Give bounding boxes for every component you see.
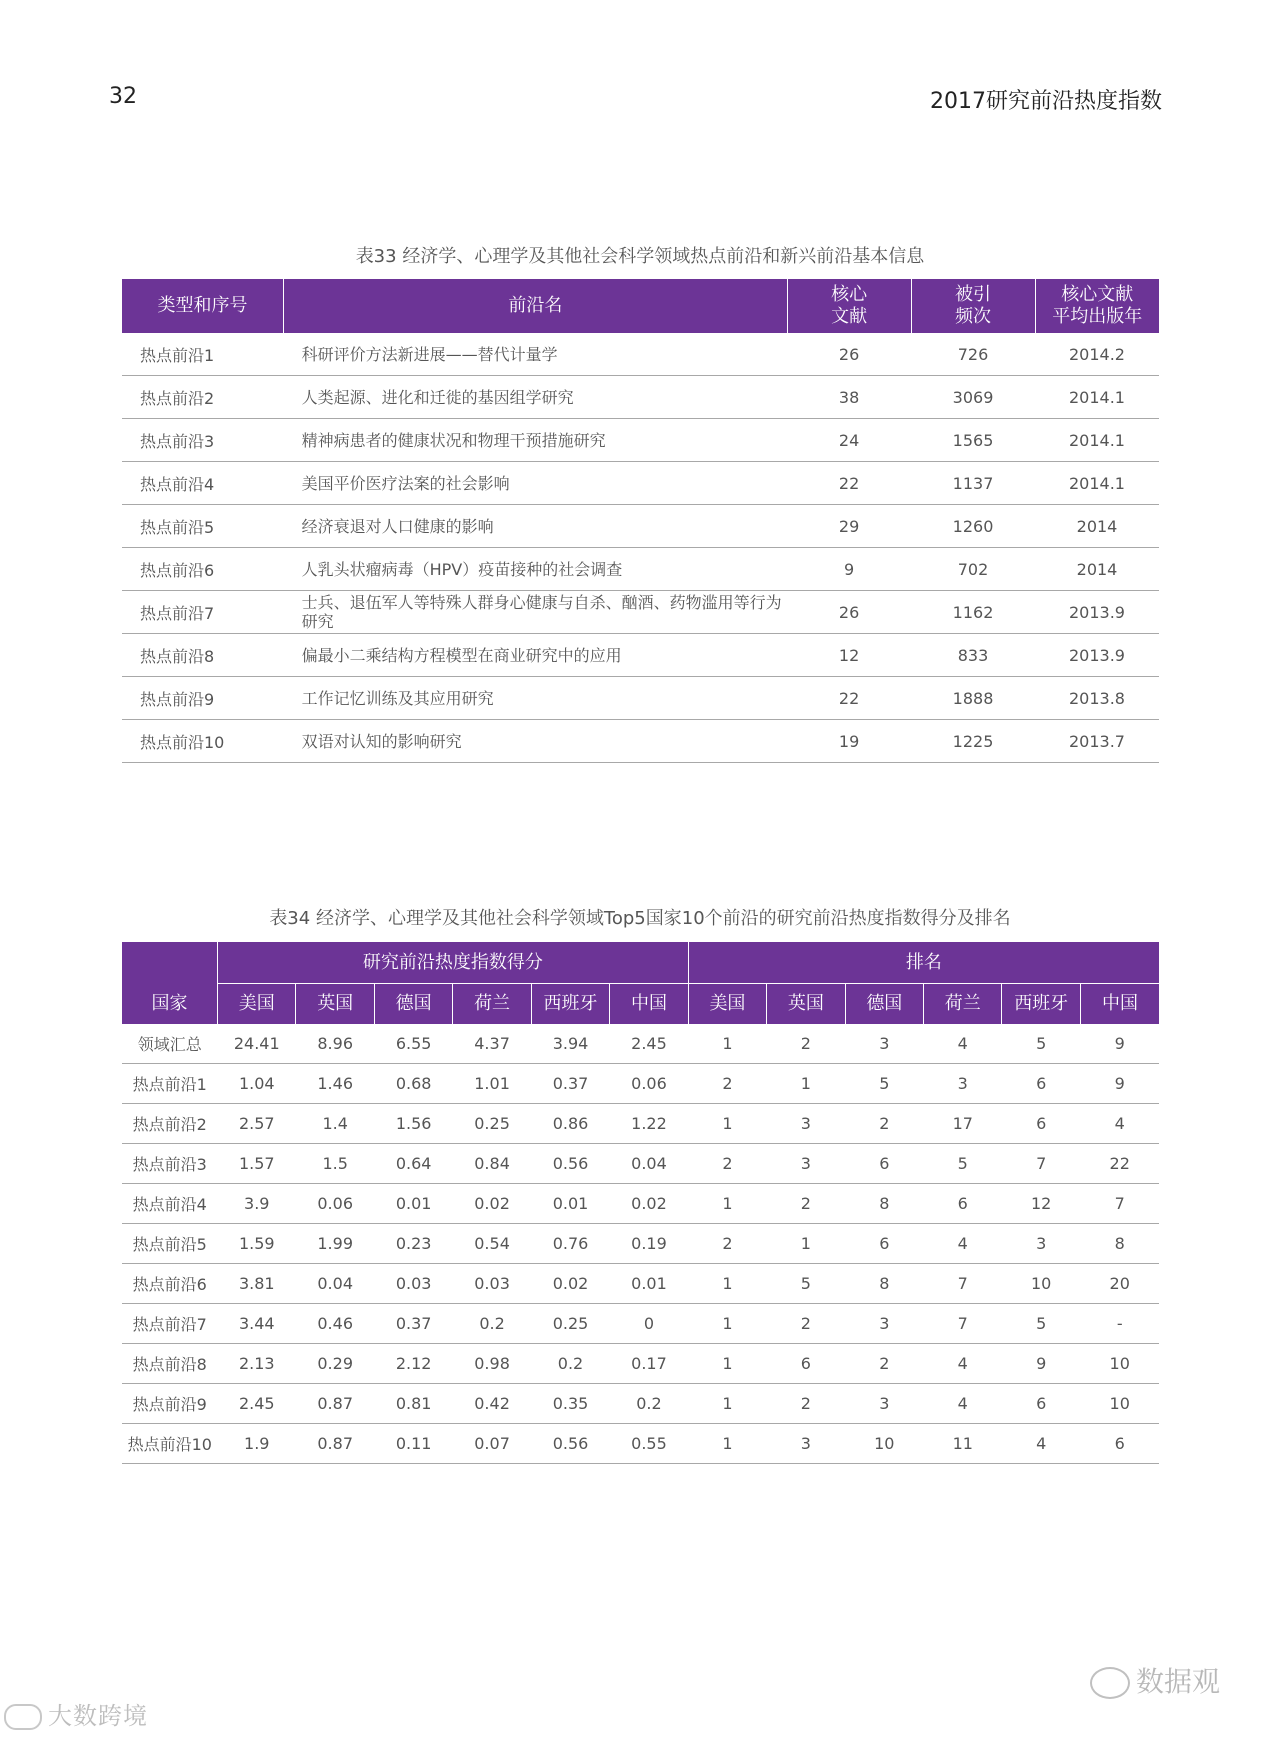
avg-year-cell: 2014.1 (1035, 419, 1159, 462)
avg-year-cell: 2013.8 (1035, 677, 1159, 720)
score-cell: 0.42 (453, 1384, 531, 1424)
rank-cell: 5 (924, 1144, 1002, 1184)
rank-cell: 9 (1080, 1024, 1159, 1064)
score-cell: 0.55 (610, 1424, 689, 1464)
score-cell: 0.02 (610, 1184, 689, 1224)
rank-cell: 1 (767, 1064, 845, 1104)
frontier-name-cell: 偏最小二乘结构方程模型在商业研究中的应用 (284, 634, 788, 677)
frontier-type-cell: 热点前沿6 (122, 548, 284, 591)
score-cell: 2.13 (218, 1344, 296, 1384)
score-cell: 0.06 (610, 1064, 689, 1104)
rank-cell: 12 (1002, 1184, 1080, 1224)
wechat-icon (1090, 1667, 1130, 1699)
header-rank-country: 德国 (845, 984, 923, 1025)
table-row (122, 677, 1159, 720)
rank-cell: 22 (1080, 1144, 1159, 1184)
rank-cell: 1 (688, 1304, 766, 1344)
header-group-ranks: 排名 (688, 942, 1159, 984)
header-type: 类型和序号 (122, 279, 284, 333)
core-docs-cell: 22 (787, 462, 911, 505)
rank-cell: 3 (767, 1144, 845, 1184)
running-header-title: 2017研究前沿热度指数 (930, 89, 1162, 114)
score-cell: 8.96 (296, 1024, 374, 1064)
rank-cell: 4 (924, 1224, 1002, 1264)
rank-cell: 2 (767, 1184, 845, 1224)
avg-year-cell: 2014.1 (1035, 462, 1159, 505)
row-label-cell: 热点前沿2 (122, 1104, 218, 1144)
table-row (122, 419, 1159, 462)
core-docs-cell: 19 (787, 720, 911, 763)
header-score-country: 美国 (218, 984, 296, 1025)
row-label-cell: 热点前沿8 (122, 1344, 218, 1384)
score-cell: 1.99 (296, 1224, 374, 1264)
table-row (122, 333, 1159, 376)
frontier-type-cell: 热点前沿4 (122, 462, 284, 505)
rank-cell: 20 (1080, 1264, 1159, 1304)
score-cell: 0.01 (374, 1184, 452, 1224)
frontier-name-cell: 精神病患者的健康状况和物理干预措施研究 (284, 419, 788, 462)
header-rank-country: 英国 (767, 984, 845, 1025)
rank-cell: 1 (688, 1384, 766, 1424)
rank-cell: 9 (1002, 1344, 1080, 1384)
header-citations: 被引 频次 (911, 279, 1035, 333)
score-cell: 4.37 (453, 1024, 531, 1064)
core-docs-cell: 26 (787, 333, 911, 376)
header-frontier-name: 前沿名 (284, 279, 788, 333)
rank-cell: 6 (845, 1224, 923, 1264)
header-score-country: 德国 (374, 984, 452, 1025)
score-cell: 0.86 (531, 1104, 609, 1144)
rank-cell: 2 (688, 1144, 766, 1184)
rank-cell: 3 (845, 1304, 923, 1344)
rank-cell: 4 (924, 1024, 1002, 1064)
rank-cell: 8 (1080, 1224, 1159, 1264)
table33 (122, 279, 1159, 763)
score-cell: 1.4 (296, 1104, 374, 1144)
rank-cell: 6 (1002, 1384, 1080, 1424)
citations-cell: 1565 (911, 419, 1035, 462)
table-row (122, 1304, 1159, 1344)
score-cell: 1.22 (610, 1104, 689, 1144)
score-cell: 0.02 (453, 1184, 531, 1224)
rank-cell: 1 (688, 1424, 766, 1464)
rank-cell: 6 (767, 1344, 845, 1384)
score-cell: 2.45 (218, 1384, 296, 1424)
score-cell: 0.35 (531, 1384, 609, 1424)
score-cell: 1.56 (374, 1104, 452, 1144)
frontier-type-cell: 热点前沿10 (122, 720, 284, 763)
table-row (122, 1344, 1159, 1384)
rank-cell: 10 (1080, 1344, 1159, 1384)
score-cell: 2.45 (610, 1024, 689, 1064)
frontier-type-cell: 热点前沿2 (122, 376, 284, 419)
header-core-docs: 核心 文献 (787, 279, 911, 333)
citations-cell: 726 (911, 333, 1035, 376)
score-cell: 0 (610, 1304, 689, 1344)
score-cell: 6.55 (374, 1024, 452, 1064)
rank-cell: 3 (767, 1104, 845, 1144)
rank-cell: 7 (1080, 1184, 1159, 1224)
score-cell: 3.9 (218, 1184, 296, 1224)
avg-year-cell: 2014 (1035, 548, 1159, 591)
rank-cell: 1 (688, 1264, 766, 1304)
watermark-left (4, 1696, 148, 1731)
rank-cell: 11 (924, 1424, 1002, 1464)
row-label-cell: 热点前沿1 (122, 1064, 218, 1104)
rank-cell: 3 (845, 1024, 923, 1064)
score-cell: 1.9 (218, 1424, 296, 1464)
frontier-name-cell: 经济衰退对人口健康的影响 (284, 505, 788, 548)
score-cell: 0.2 (453, 1304, 531, 1344)
rank-cell: 10 (1080, 1384, 1159, 1424)
rank-cell: 7 (1002, 1144, 1080, 1184)
citations-cell: 1137 (911, 462, 1035, 505)
rank-cell: 6 (1080, 1424, 1159, 1464)
score-cell: 0.64 (374, 1144, 452, 1184)
core-docs-cell: 12 (787, 634, 911, 677)
row-label-cell: 热点前沿6 (122, 1264, 218, 1304)
row-label-cell: 热点前沿3 (122, 1144, 218, 1184)
frontier-name-cell: 人乳头状瘤病毒（HPV）疫苗接种的社会调查 (284, 548, 788, 591)
score-cell: 1.01 (453, 1064, 531, 1104)
row-label-cell: 热点前沿7 (122, 1304, 218, 1344)
rank-cell: 10 (845, 1424, 923, 1464)
core-docs-cell: 29 (787, 505, 911, 548)
rank-cell: - (1080, 1304, 1159, 1344)
table-row (122, 1264, 1159, 1304)
score-cell: 0.56 (531, 1144, 609, 1184)
core-docs-cell: 38 (787, 376, 911, 419)
score-cell: 0.54 (453, 1224, 531, 1264)
rank-cell: 3 (924, 1064, 1002, 1104)
score-cell: 0.87 (296, 1424, 374, 1464)
citations-cell: 702 (911, 548, 1035, 591)
score-cell: 0.84 (453, 1144, 531, 1184)
header-rank-country: 荷兰 (924, 984, 1002, 1025)
rank-cell: 1 (688, 1024, 766, 1064)
rank-cell: 6 (1002, 1064, 1080, 1104)
table-row (122, 505, 1159, 548)
rank-cell: 1 (688, 1104, 766, 1144)
rank-cell: 4 (924, 1384, 1002, 1424)
score-cell: 0.23 (374, 1224, 452, 1264)
frontier-type-cell: 热点前沿3 (122, 419, 284, 462)
table-row (122, 462, 1159, 505)
score-cell: 0.76 (531, 1224, 609, 1264)
score-cell: 1.04 (218, 1064, 296, 1104)
frontier-type-cell: 热点前沿5 (122, 505, 284, 548)
rank-cell: 2 (767, 1384, 845, 1424)
rank-cell: 5 (845, 1064, 923, 1104)
rank-cell: 5 (767, 1264, 845, 1304)
header-score-country: 中国 (610, 984, 689, 1025)
frontier-name-cell: 人类起源、进化和迁徙的基因组学研究 (284, 376, 788, 419)
score-cell: 0.02 (531, 1264, 609, 1304)
frontier-type-cell: 热点前沿7 (122, 591, 284, 634)
score-cell: 0.29 (296, 1344, 374, 1384)
score-cell: 0.03 (453, 1264, 531, 1304)
table-row (122, 376, 1159, 419)
avg-year-cell: 2013.7 (1035, 720, 1159, 763)
rank-cell: 2 (767, 1304, 845, 1344)
table34-caption: 表34 经济学、心理学及其他社会科学领域Top5国家10个前沿的研究前沿热度指数得分及排名 (269, 908, 1011, 929)
header-group-scores: 研究前沿热度指数得分 (218, 942, 689, 984)
rank-cell: 3 (1002, 1224, 1080, 1264)
brand-logo-icon (4, 1704, 42, 1730)
table-row (122, 1064, 1159, 1104)
frontier-name-cell: 美国平价医疗法案的社会影响 (284, 462, 788, 505)
rank-cell: 7 (924, 1264, 1002, 1304)
table-row (122, 1024, 1159, 1064)
rank-cell: 3 (845, 1384, 923, 1424)
score-cell: 1.59 (218, 1224, 296, 1264)
rank-cell: 9 (1080, 1064, 1159, 1104)
row-label-cell: 热点前沿5 (122, 1224, 218, 1264)
rank-cell: 8 (845, 1264, 923, 1304)
rank-cell: 17 (924, 1104, 1002, 1144)
table-row (122, 1424, 1159, 1464)
citations-cell: 833 (911, 634, 1035, 677)
score-cell: 0.98 (453, 1344, 531, 1384)
rank-cell: 3 (767, 1424, 845, 1464)
score-cell: 0.2 (610, 1384, 689, 1424)
score-cell: 3.94 (531, 1024, 609, 1064)
frontier-type-cell: 热点前沿1 (122, 333, 284, 376)
score-cell: 0.46 (296, 1304, 374, 1344)
rank-cell: 4 (924, 1344, 1002, 1384)
score-cell: 3.44 (218, 1304, 296, 1344)
table-row (122, 591, 1159, 634)
rank-cell: 2 (688, 1224, 766, 1264)
rank-cell: 6 (845, 1144, 923, 1184)
table-row (122, 1184, 1159, 1224)
score-cell: 0.03 (374, 1264, 452, 1304)
frontier-name-cell: 工作记忆训练及其应用研究 (284, 677, 788, 720)
table-row (122, 1224, 1159, 1264)
rank-cell: 5 (1002, 1304, 1080, 1344)
frontier-type-cell: 热点前沿8 (122, 634, 284, 677)
rank-cell: 2 (845, 1104, 923, 1144)
row-label-cell: 热点前沿9 (122, 1384, 218, 1424)
header-blank (122, 942, 218, 984)
score-cell: 0.25 (453, 1104, 531, 1144)
table-row (122, 634, 1159, 677)
rank-cell: 8 (845, 1184, 923, 1224)
score-cell: 0.17 (610, 1344, 689, 1384)
score-cell: 0.01 (531, 1184, 609, 1224)
avg-year-cell: 2014.2 (1035, 333, 1159, 376)
core-docs-cell: 22 (787, 677, 911, 720)
rank-cell: 2 (767, 1024, 845, 1064)
score-cell: 0.11 (374, 1424, 452, 1464)
rank-cell: 5 (1002, 1024, 1080, 1064)
table-row (122, 1104, 1159, 1144)
score-cell: 0.04 (610, 1144, 689, 1184)
score-cell: 0.19 (610, 1224, 689, 1264)
score-cell: 0.81 (374, 1384, 452, 1424)
table33-caption: 表33 经济学、心理学及其他社会科学领域热点前沿和新兴前沿基本信息 (355, 246, 925, 267)
frontier-type-cell: 热点前沿9 (122, 677, 284, 720)
score-cell: 1.5 (296, 1144, 374, 1184)
core-docs-cell: 24 (787, 419, 911, 462)
row-label-cell: 热点前沿10 (122, 1424, 218, 1464)
score-cell: 24.41 (218, 1024, 296, 1064)
score-cell: 0.25 (531, 1304, 609, 1344)
watermark-right (1090, 1660, 1220, 1700)
score-cell: 0.37 (531, 1064, 609, 1104)
core-docs-cell: 26 (787, 591, 911, 634)
score-cell: 0.56 (531, 1424, 609, 1464)
watermark-right-text: 数据观 (1136, 1665, 1221, 1698)
header-score-country: 荷兰 (453, 984, 531, 1025)
frontier-name-cell: 双语对认知的影响研究 (284, 720, 788, 763)
citations-cell: 1260 (911, 505, 1035, 548)
header-country: 国家 (122, 984, 218, 1025)
rank-cell: 6 (1002, 1104, 1080, 1144)
header-score-country: 西班牙 (531, 984, 609, 1025)
score-cell: 0.2 (531, 1344, 609, 1384)
table-row (122, 720, 1159, 763)
rank-cell: 6 (924, 1184, 1002, 1224)
header-score-country: 英国 (296, 984, 374, 1025)
rank-cell: 1 (688, 1184, 766, 1224)
row-label-cell: 热点前沿4 (122, 1184, 218, 1224)
score-cell: 0.07 (453, 1424, 531, 1464)
citations-cell: 1162 (911, 591, 1035, 634)
citations-cell: 1225 (911, 720, 1035, 763)
table-row (122, 548, 1159, 591)
watermark-left-text: 大数跨境 (48, 1702, 148, 1730)
score-cell: 0.68 (374, 1064, 452, 1104)
rank-cell: 2 (845, 1344, 923, 1384)
header-avg-year: 核心文献 平均出版年 (1035, 279, 1159, 333)
score-cell: 0.01 (610, 1264, 689, 1304)
frontier-name-cell: 士兵、退伍军人等特殊人群身心健康与自杀、酗酒、药物滥用等行为研究 (284, 591, 788, 634)
avg-year-cell: 2014 (1035, 505, 1159, 548)
rank-cell: 10 (1002, 1264, 1080, 1304)
table-row (122, 1144, 1159, 1184)
avg-year-cell: 2014.1 (1035, 376, 1159, 419)
citations-cell: 3069 (911, 376, 1035, 419)
score-cell: 1.46 (296, 1064, 374, 1104)
page-number: 32 (109, 84, 137, 109)
citations-cell: 1888 (911, 677, 1035, 720)
rank-cell: 1 (767, 1224, 845, 1264)
row-label-cell: 领域汇总 (122, 1024, 218, 1064)
score-cell: 2.12 (374, 1344, 452, 1384)
frontier-name-cell: 科研评价方法新进展——替代计量学 (284, 333, 788, 376)
table34 (122, 942, 1159, 1464)
rank-cell: 2 (688, 1064, 766, 1104)
table-row (122, 1384, 1159, 1424)
score-cell: 3.81 (218, 1264, 296, 1304)
core-docs-cell: 9 (787, 548, 911, 591)
header-rank-country: 美国 (688, 984, 766, 1025)
score-cell: 0.04 (296, 1264, 374, 1304)
score-cell: 2.57 (218, 1104, 296, 1144)
score-cell: 0.87 (296, 1384, 374, 1424)
rank-cell: 4 (1002, 1424, 1080, 1464)
header-rank-country: 中国 (1080, 984, 1159, 1025)
rank-cell: 7 (924, 1304, 1002, 1344)
score-cell: 1.57 (218, 1144, 296, 1184)
avg-year-cell: 2013.9 (1035, 591, 1159, 634)
rank-cell: 4 (1080, 1104, 1159, 1144)
score-cell: 0.37 (374, 1304, 452, 1344)
avg-year-cell: 2013.9 (1035, 634, 1159, 677)
score-cell: 0.06 (296, 1184, 374, 1224)
header-rank-country: 西班牙 (1002, 984, 1080, 1025)
rank-cell: 1 (688, 1344, 766, 1384)
